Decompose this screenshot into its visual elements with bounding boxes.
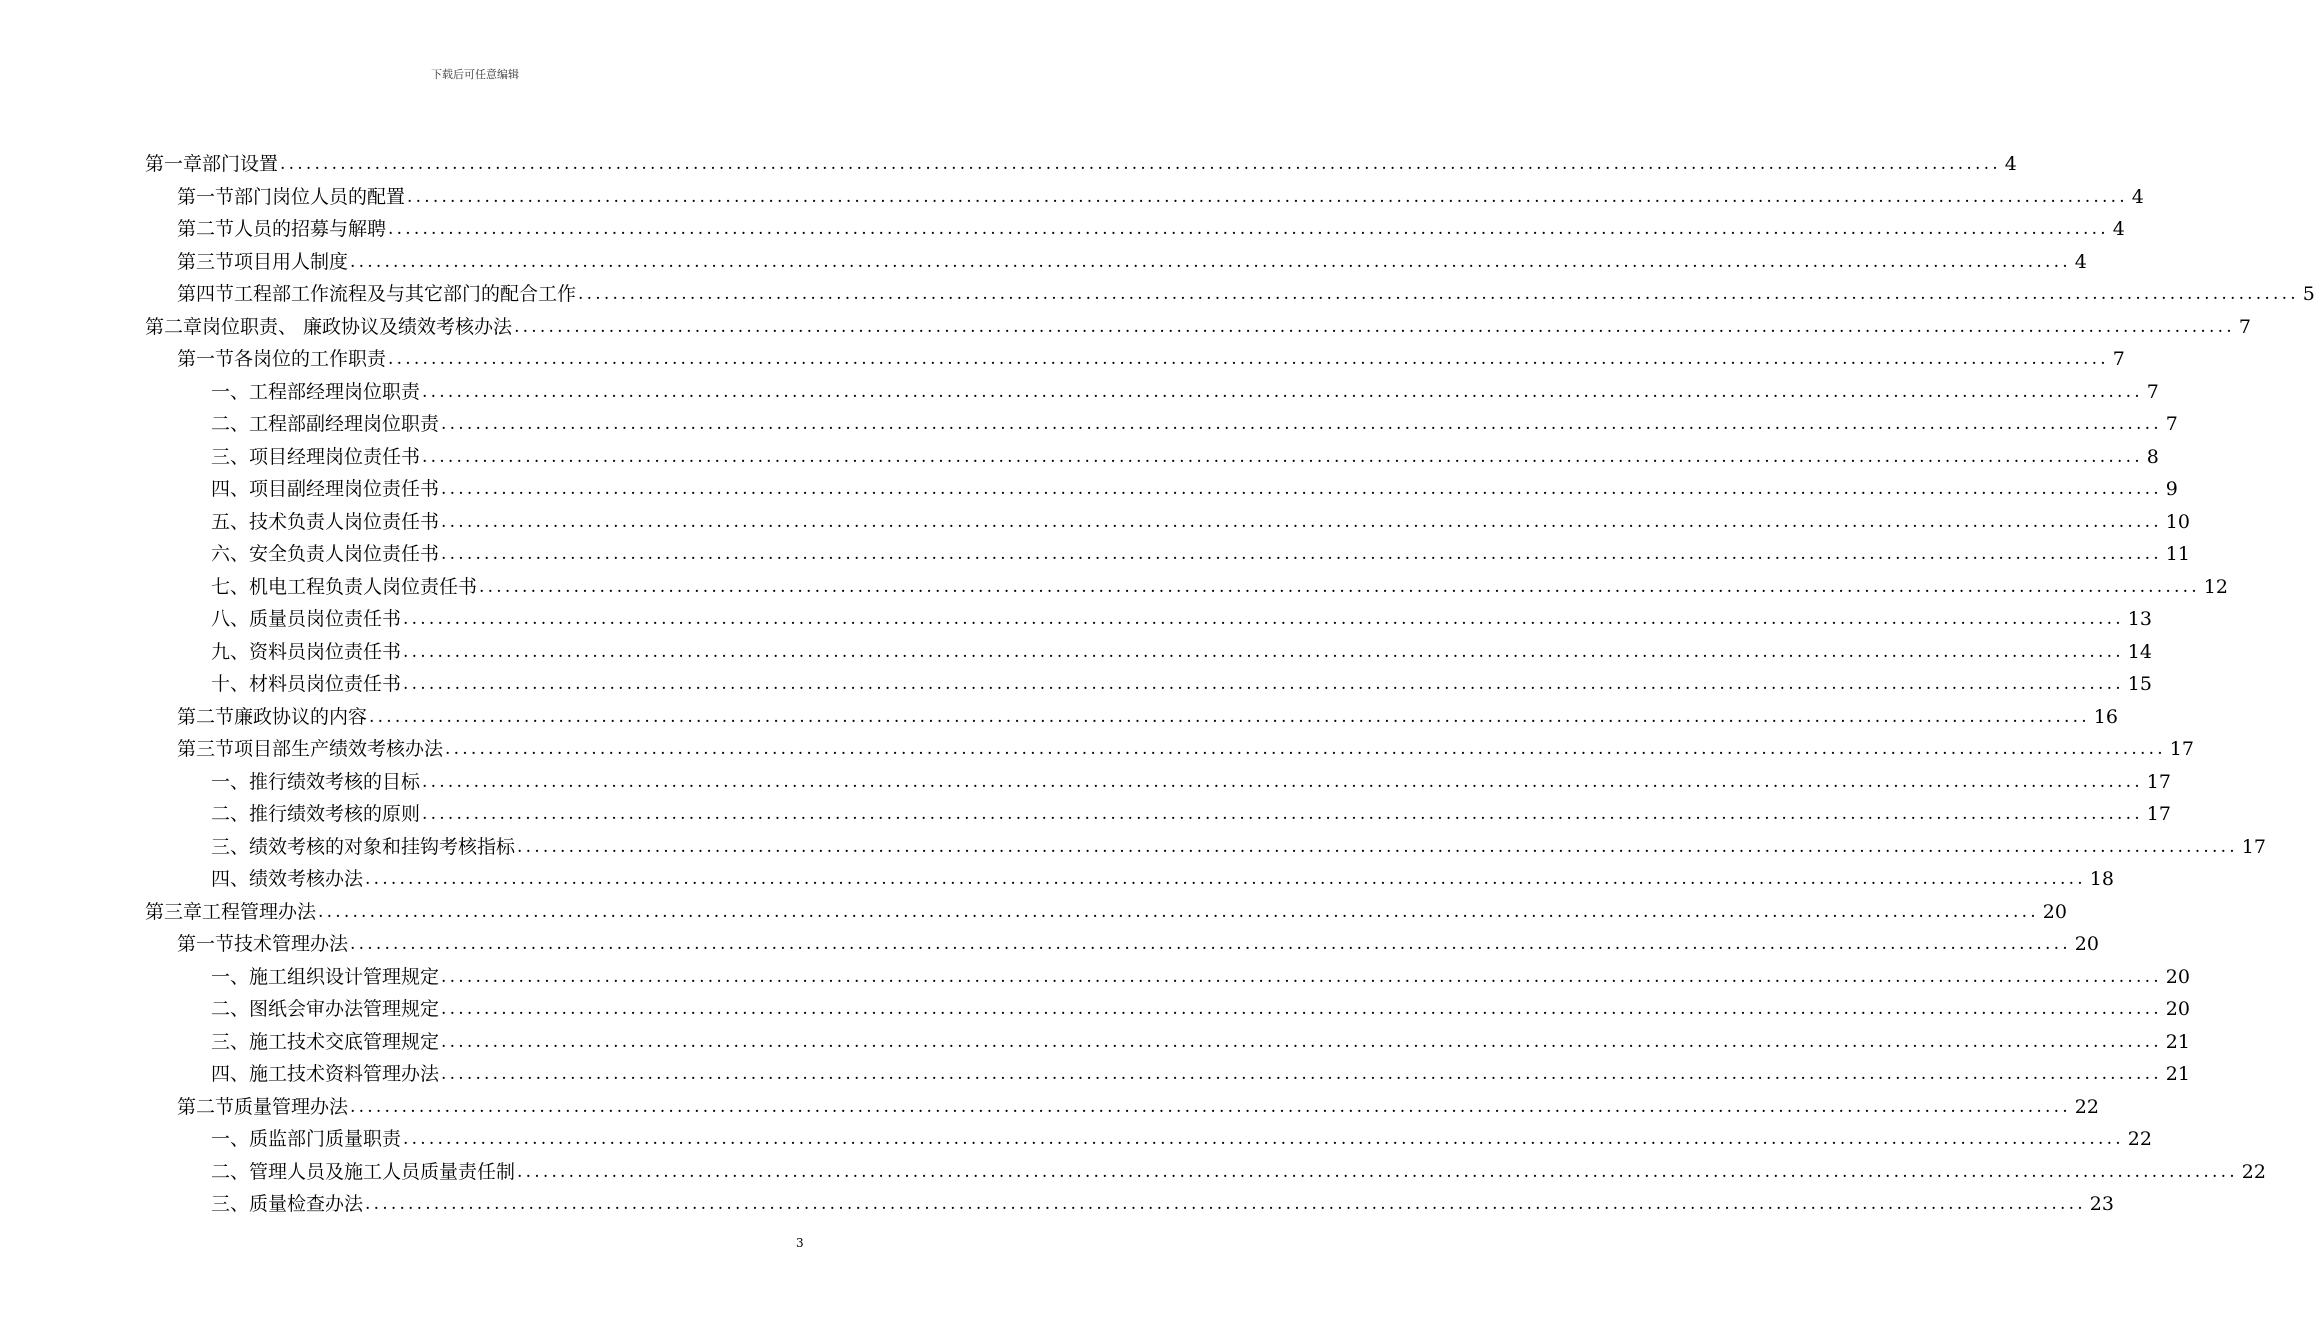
toc-entry-label: 一、 [211,965,250,988]
toc-entry-page: 16 [2093,705,2118,728]
toc-entry-title: 各岗位的工作职责 [234,348,387,370]
toc-entry-title: 质量员岗位责任书 [249,608,402,630]
toc-entry-label: 第一节 [177,933,235,955]
toc-entry-title: 项目用人制度 [234,250,349,273]
toc-entry-label: 第三节 [177,738,235,760]
toc-entry-page: 20 [2042,900,2067,923]
toc-entry-title: 质量检查办法 [249,1193,364,1215]
toc-entry[interactable] [177,244,2087,274]
toc-entry[interactable] [211,666,2152,696]
toc-entry[interactable] [211,1024,2190,1054]
toc-entry-label: 三、 [211,1193,250,1215]
toc-entry-page: 17 [2169,738,2194,760]
toc-entry-page: 21 [2165,1063,2190,1085]
page-header: 下载后可任意编辑 [431,68,519,81]
toc-entry-page: 7 [2112,348,2125,370]
toc-entry-page: 9 [2165,478,2178,500]
toc-entry-page: 20 [2165,998,2190,1020]
toc-entry-label: 二、 [211,1160,250,1183]
toc-entry-page: 10 [2165,510,2190,533]
toc-dot-leader: ........................................................................................................................................................................................................ [350,1096,2071,1117]
toc-entry-label: 第四节 [177,283,235,305]
toc-entry[interactable] [211,1121,2152,1151]
toc-entry-label: 四、 [211,1063,250,1085]
toc-entry-page: 4 [2131,185,2144,208]
toc-entry-page: 20 [2165,965,2190,988]
toc-entry[interactable] [177,926,2099,956]
toc-entry-page: 18 [2089,868,2114,890]
toc-entry[interactable] [211,406,2178,436]
toc-entry[interactable] [177,179,2144,209]
toc-entry-title: 工程部经理岗位职责 [249,380,421,403]
page-number: 3 [796,1236,804,1250]
toc-entry-title: 工程部工作流程及与其它部门的配合工作 [234,283,577,305]
toc-dot-leader: ........................................................................................................................................................................................................ [514,316,2235,337]
toc-entry[interactable] [177,731,2194,761]
toc-entry[interactable] [211,439,2159,469]
toc-entry[interactable] [211,1154,2266,1184]
toc-entry[interactable] [211,959,2190,989]
toc-entry-label: 第一章 [145,153,203,175]
toc-entry-title: 推行绩效考核的目标 [249,770,421,793]
toc-entry-label: 第一节 [177,348,235,370]
toc-entry-page: 22 [2241,1160,2266,1183]
toc-entry-title: 项目部生产绩效考核办法 [234,738,444,760]
toc-entry-label: 十、 [211,673,250,695]
toc-dot-leader: ........................................................................................................................................................................................................ [422,804,2143,824]
toc-dot-leader: ........................................................................................................................................................................................................ [445,739,2166,759]
toc-entry[interactable] [211,504,2190,534]
toc-entry-page: 7 [2238,315,2251,338]
toc-entry-label: 二、 [211,803,250,825]
toc-entry-page: 7 [2165,413,2178,435]
toc-entry-page: 21 [2165,1030,2190,1053]
toc-entry-label: 四、 [211,478,250,500]
toc-dot-leader: ........................................................................................................................................................................................................ [280,154,2001,174]
toc-entry-title: 技术负责人岗位责任书 [249,510,440,533]
toc-entry-label: 一、 [211,380,250,403]
toc-entry[interactable] [211,569,2228,599]
toc-dot-leader: ........................................................................................................................................................................................................ [388,349,2109,369]
toc-dot-leader: ........................................................................................................................................................................................................ [441,999,2162,1019]
toc-entry-title: 绩效考核的对象和挂钩考核指标 [249,835,516,858]
toc-entry-title: 施工组织设计管理规定 [249,965,440,988]
toc-dot-leader: ........................................................................................................................................................................................................ [517,836,2238,857]
toc-entry[interactable] [177,211,2125,241]
toc-entry-title: 施工技术交底管理规定 [249,1030,440,1053]
toc-entry[interactable] [211,764,2171,794]
toc-entry-title: 安全负责人岗位责任书 [249,543,440,565]
toc-entry-page: 11 [2165,543,2190,565]
toc-dot-leader: ........................................................................................................................................................................................................ [441,966,2162,987]
toc-entry-label: 五、 [211,510,250,533]
toc-dot-leader: ........................................................................................................................................................................................................ [350,934,2071,954]
toc-entry-page: 17 [2146,803,2171,825]
toc-entry-title: 材料员岗位责任书 [249,673,402,695]
toc-dot-leader: ........................................................................................................................................................................................................ [422,446,2143,467]
toc-dot-leader: ........................................................................................................................................................................................................ [441,1064,2162,1084]
toc-entry-title: 管理人员及施工人员质量责任制 [249,1160,516,1183]
toc-entry-page: 22 [2074,1095,2099,1118]
toc-entry[interactable] [211,796,2171,826]
toc-entry-title: 项目经理岗位责任书 [249,445,421,468]
toc-entry-title: 工程管理办法 [202,900,317,923]
toc-dot-leader: ........................................................................................................................................................................................................ [517,1161,2238,1182]
toc-entry[interactable] [211,601,2152,631]
toc-entry-title: 岗位职责、 廉政协议及绩效考核办法 [202,315,513,338]
toc-entry-title: 廉政协议的内容 [234,705,368,728]
toc-entry-page: 4 [2004,153,2017,175]
toc-entry-page: 17 [2146,770,2171,793]
toc-entry[interactable] [177,276,2315,306]
toc-entry-page: 12 [2203,575,2228,598]
toc-dot-leader: ........................................................................................................................................................................................................ [318,901,2039,922]
toc-entry-label: 第三章 [145,900,203,923]
toc-entry[interactable] [211,471,2178,501]
toc-dot-leader: ........................................................................................................................................................................................................ [365,1194,2086,1214]
toc-dot-leader: ........................................................................................................................................................................................................ [441,1031,2162,1052]
toc-entry[interactable] [211,861,2114,891]
toc-entry-label: 七、 [211,575,250,598]
toc-entry-label: 三、 [211,445,250,468]
toc-entry[interactable] [211,374,2159,404]
toc-entry[interactable] [177,341,2125,371]
toc-entry-label: 第三节 [177,250,235,273]
toc-dot-leader: ........................................................................................................................................................................................................ [422,381,2143,402]
toc-entry-page: 17 [2241,835,2266,858]
toc-entry-label: 二、 [211,998,250,1020]
toc-entry-label: 第二章 [145,315,203,338]
toc-dot-leader: ........................................................................................................................................................................................................ [422,771,2143,792]
toc-entry-title: 技术管理办法 [234,933,349,955]
toc-dot-leader: ........................................................................................................................................................................................................ [441,511,2162,532]
toc-entry-title: 项目副经理岗位责任书 [249,478,440,500]
toc-dot-leader: ........................................................................................................................................................................................................ [365,869,2086,889]
toc-entry-label: 九、 [211,640,250,663]
toc-entry-title: 机电工程负责人岗位责任书 [249,575,478,598]
toc-entry-label: 第二节 [177,1095,235,1118]
toc-entry-title: 施工技术资料管理办法 [249,1063,440,1085]
toc-entry[interactable] [145,894,2067,924]
toc-entry-page: 23 [2089,1193,2114,1215]
toc-dot-leader: ........................................................................................................................................................................................................ [388,219,2109,239]
toc-entry-page: 13 [2127,608,2152,630]
toc-entry-page: 8 [2146,445,2159,468]
toc-entry-label: 三、 [211,1030,250,1053]
toc-entry-title: 质量管理办法 [234,1095,349,1118]
toc-dot-leader: ........................................................................................................................................................................................................ [441,479,2162,499]
toc-dot-leader: ........................................................................................................................................................................................................ [403,1129,2124,1149]
toc-entry-page: 20 [2074,933,2099,955]
toc-entry-title: 推行绩效考核的原则 [249,803,421,825]
toc-entry-page: 7 [2146,380,2159,403]
toc-entry[interactable] [211,634,2152,664]
toc-entry-label: 第二节 [177,218,235,240]
toc-entry[interactable] [177,699,2118,729]
toc-entry[interactable] [211,1056,2190,1086]
toc-entry-title: 工程部副经理岗位职责 [249,413,440,435]
toc-entry[interactable] [177,1089,2099,1119]
toc-entry[interactable] [145,146,2017,176]
toc-dot-leader: ........................................................................................................................................................................................................ [369,706,2090,727]
toc-dot-leader: ........................................................................................................................................................................................................ [441,544,2162,564]
toc-entry[interactable] [211,1186,2114,1216]
toc-entry-page: 5 [2302,283,2315,305]
toc-entry-title: 部门设置 [202,153,279,175]
toc-entry-label: 三、 [211,835,250,858]
toc-dot-leader: ........................................................................................................................................................................................................ [403,609,2124,629]
toc-entry-title: 绩效考核办法 [249,868,364,890]
toc-entry[interactable] [211,991,2190,1021]
toc-dot-leader: ........................................................................................................................................................................................................ [350,251,2071,272]
toc-entry-title: 资料员岗位责任书 [249,640,402,663]
toc-entry-title: 人员的招募与解聘 [234,218,387,240]
toc-entry-label: 一、 [211,770,250,793]
toc-dot-leader: ........................................................................................................................................................................................................ [479,576,2200,597]
toc-entry-label: 一、 [211,1128,250,1150]
toc-entry-page: 14 [2127,640,2152,663]
toc-dot-leader: ........................................................................................................................................................................................................ [441,414,2162,434]
toc-entry-label: 第一节 [177,185,235,208]
toc-dot-leader: ........................................................................................................................................................................................................ [403,674,2124,694]
toc-entry-label: 八、 [211,608,250,630]
toc-entry-label: 四、 [211,868,250,890]
toc-entry-page: 22 [2127,1128,2152,1150]
toc-entry-title: 图纸会审办法管理规定 [249,998,440,1020]
toc-entry-title: 部门岗位人员的配置 [234,185,406,208]
toc-entry[interactable] [211,829,2266,859]
toc-entry[interactable] [211,536,2190,566]
toc-entry-page: 4 [2074,250,2087,273]
toc-dot-leader: ........................................................................................................................................................................................................ [403,641,2124,662]
toc-entry[interactable] [145,309,2251,339]
toc-entry-label: 六、 [211,543,250,565]
toc-entry-label: 第二节 [177,705,235,728]
toc-entry-label: 二、 [211,413,250,435]
toc-dot-leader: ........................................................................................................................................................................................................ [578,284,2299,304]
toc-entry-page: 4 [2112,218,2125,240]
toc-entry-page: 15 [2127,673,2152,695]
toc-entry-title: 质监部门质量职责 [249,1128,402,1150]
toc-dot-leader: ........................................................................................................................................................................................................ [407,186,2128,207]
